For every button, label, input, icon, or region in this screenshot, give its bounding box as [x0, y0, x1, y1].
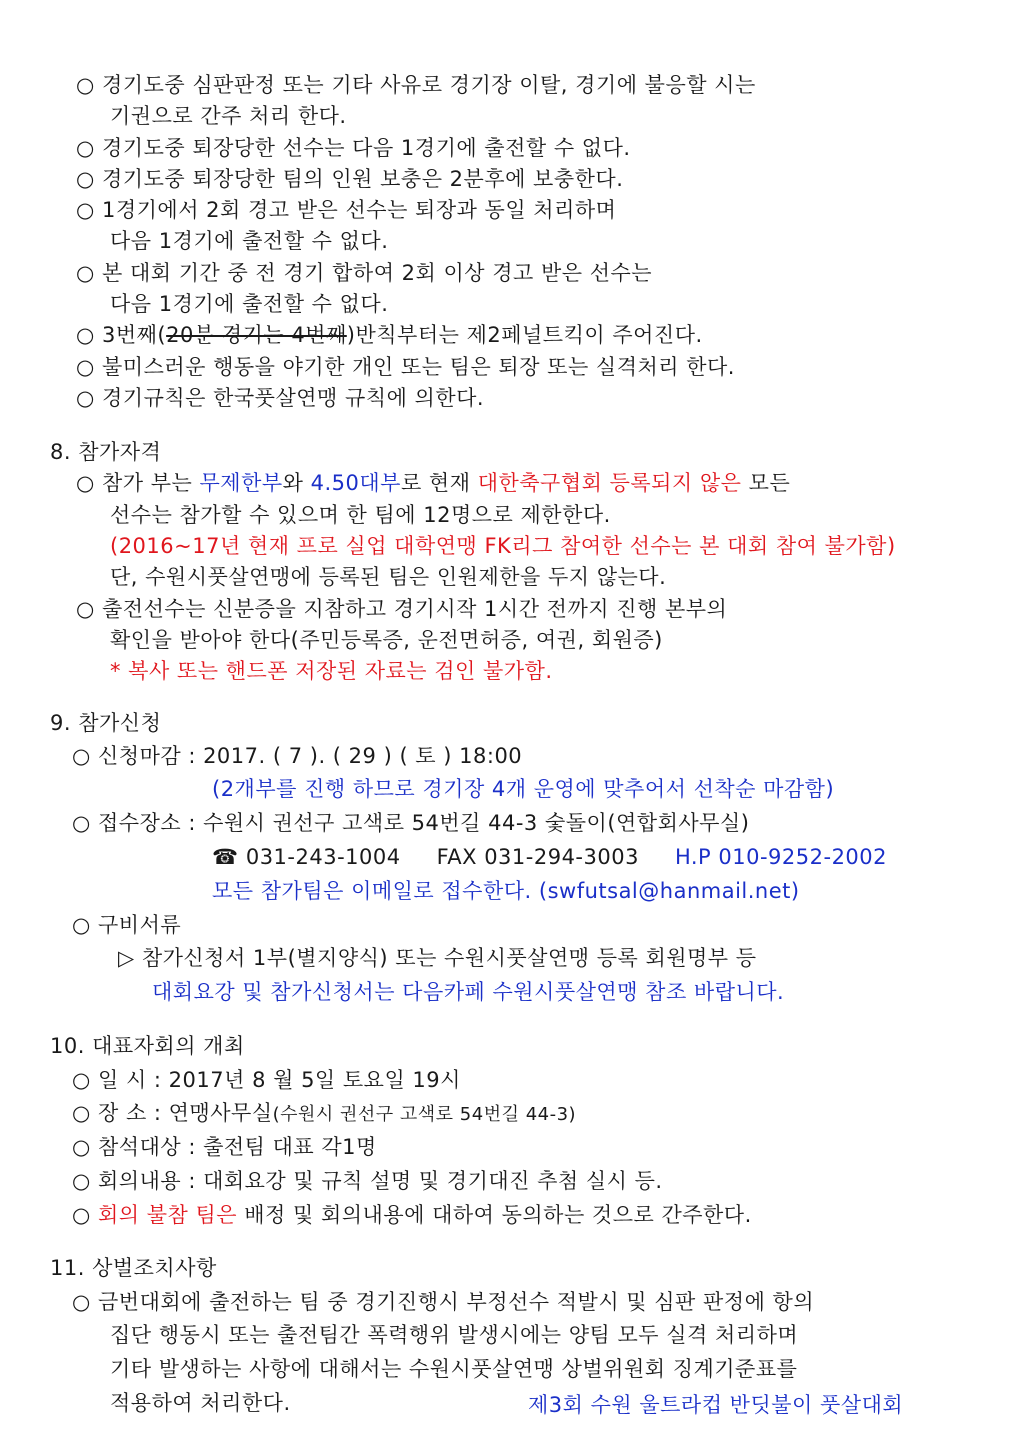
- s8-line-3: (2016~17년 현재 프로 실업 대학연맹 FK리그 참여한 선수는 본 대회 참여 불가함): [110, 534, 896, 558]
- s9-deadline-note: (2개부를 진행 하므로 경기장 4개 운영에 맞추어서 선착순 마감함): [212, 777, 835, 801]
- s8-division-open: 무제한부: [199, 471, 283, 495]
- s11-line-3: 기타 발생하는 사항에 대해서는 수원시풋살연맹 상벌위원회 징계기준표를: [110, 1357, 798, 1381]
- s8-line-4: 단, 수원시풋살연맹에 등록된 팀은 인원제한을 두지 않는다.: [110, 565, 667, 589]
- mobile-number: H.P 010-9252-2002: [674, 845, 888, 869]
- rule-6-struck-text: 20분 경기는 4번째: [166, 323, 347, 347]
- rule-6-part-c: )반칙부터는 제2페널트킥이 주어진다.: [346, 323, 703, 347]
- s10-place-label: ○ 장 소 : 연맹사무실: [72, 1101, 273, 1125]
- s11-line-2: 집단 행동시 또는 출전팀간 폭력행위 발생시에는 양팀 모두 실격 처리하며: [110, 1323, 799, 1347]
- s8-text: 로 현재: [400, 471, 478, 495]
- rule-1-line-2: 기권으로 간주 처리 한다.: [110, 104, 347, 128]
- s8-line-2: 선수는 참가할 수 있으며 한 팀에 12명으로 제한한다.: [110, 503, 611, 527]
- s8-line-5: ○ 출전선수는 신분증을 지참하고 경기시작 1시간 전까지 진행 본부의: [76, 597, 728, 621]
- phone-number: ☎ 031-243-1004: [212, 845, 401, 869]
- section-10-title: 10. 대표자회의 개최: [50, 1034, 245, 1058]
- s10-content: ○ 회의내용 : 대회요강 및 규칙 설명 및 경기대진 추첨 실시 등.: [72, 1169, 663, 1193]
- s8-text: 와: [282, 471, 311, 495]
- rule-5-line-2: 다음 1경기에 출전할 수 없다.: [110, 292, 389, 316]
- rule-7: ○ 불미스러운 행동을 야기한 개인 또는 팀은 퇴장 또는 실격처리 한다.: [76, 355, 735, 379]
- s8-line-6: 확인을 받아야 한다(주민등록증, 운전면허증, 여권, 회원증): [110, 628, 663, 652]
- s9-deadline: ○ 신청마감 : 2017. ( 7 ). ( 29 ) ( 토 ) 18:00: [72, 744, 523, 768]
- s10-absent: [72, 1200, 752, 1230]
- s9-docs-item: ▷ 참가신청서 1부(별지양식) 또는 수원시풋살연맹 등록 회원명부 등: [118, 946, 757, 970]
- s8-line-7: * 복사 또는 핸드폰 저장된 자료는 검인 불가함.: [110, 659, 553, 683]
- s9-docs: ○ 구비서류: [72, 913, 182, 937]
- fax-number: FAX 031-294-3003: [436, 845, 639, 869]
- s10-absent-highlight: 회의 불참 팀은: [98, 1203, 238, 1227]
- s8-line-1: [76, 468, 790, 498]
- rule-4-line-1: ○ 1경기에서 2회 경고 받은 선수는 퇴장과 동일 처리하며: [76, 198, 617, 222]
- s10-attend: ○ 참석대상 : 출전팀 대표 각1명: [72, 1135, 377, 1159]
- rule-1-line-1: ○ 경기도중 심판판정 또는 기타 사유로 경기장 이탈, 경기에 불응할 시는: [76, 73, 756, 97]
- s10-place: [72, 1098, 576, 1130]
- rule-4-line-2: 다음 1경기에 출전할 수 없다.: [110, 229, 389, 253]
- s8-division-450: 4.50대부: [310, 471, 401, 495]
- s8-text: ○ 참가 부는: [76, 471, 200, 495]
- rule-3: ○ 경기도중 퇴장당한 팀의 인원 보충은 2분후에 보충한다.: [76, 167, 624, 191]
- s9-docs-note: 대회요강 및 참가신청서는 다음카페 수원시풋살연맹 참조 바랍니다.: [152, 980, 785, 1004]
- section-8-title: 8. 참가자격: [50, 440, 162, 464]
- s9-place: ○ 접수장소 : 수원시 권선구 고색로 54번길 44-3 숯돌이(연합회사무실): [72, 811, 750, 835]
- s10-absent-text: 배정 및 회의내용에 대하여 동의하는 것으로 간주한다.: [237, 1203, 752, 1227]
- s8-kfa-note: 대한축구협회 등록되지 않은: [477, 471, 742, 495]
- rule-8: ○ 경기규칙은 한국풋살연맹 규칙에 의한다.: [76, 386, 485, 410]
- s9-contact: [212, 842, 887, 872]
- s11-line-4: 적용하여 처리한다.: [110, 1391, 291, 1415]
- rule-6: [76, 320, 703, 350]
- s10-date: ○ 일 시 : 2017년 8 월 5일 토요일 19시: [72, 1068, 461, 1092]
- rule-5-line-1: ○ 본 대회 기간 중 전 경기 합하여 2회 이상 경고 받은 선수는: [76, 261, 653, 285]
- rule-6-part-a: ○ 3번째(: [76, 323, 167, 347]
- s9-email: 모든 참가팀은 이메일로 접수한다. (swfutsal@hanmail.net): [212, 879, 800, 903]
- s8-text: 모든: [741, 471, 791, 495]
- section-9-title: 9. 참가신청: [50, 711, 162, 735]
- section-11-title: 11. 상벌조치사항: [50, 1256, 217, 1280]
- s10-place-address: (수원시 권선구 고색로 54번길 44-3): [272, 1104, 577, 1125]
- s10-absent-bullet: ○: [72, 1203, 98, 1227]
- s11-line-1: ○ 금번대회에 출전하는 팀 중 경기진행시 부정선수 적발시 및 심판 판정에 항의: [72, 1290, 815, 1314]
- rule-2: ○ 경기도중 퇴장당한 선수는 다음 1경기에 출전할 수 없다.: [76, 136, 631, 160]
- footer-event-title: 제3회 수원 울트라컵 반딧불이 풋살대회: [528, 1393, 904, 1417]
